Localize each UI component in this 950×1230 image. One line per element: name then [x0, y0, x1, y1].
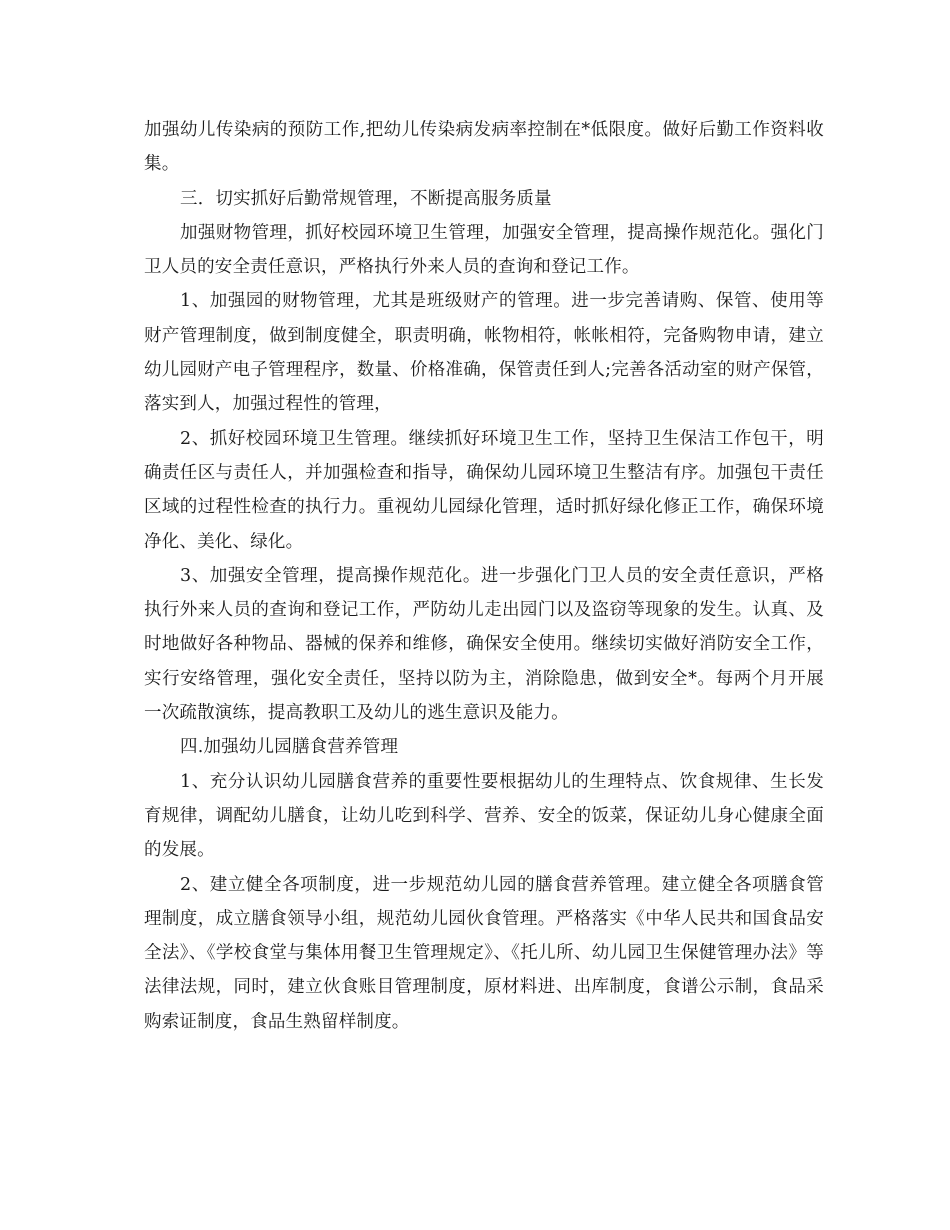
paragraph-diet-2: 2、建立健全各项制度，进一步规范幼儿园的膳食营养管理。建立健全各项膳食管理制度，成立膳食领导小组，规范幼儿园伙食管理。严格落实《中华人民共和国食品安全法》、《学校食堂与集体用餐卫生管理规定》、《托儿所、幼儿园卫生保健管理办法》等法律法规，同时，建立伙食账目管理制度，原材料进、出库制度，食谱公示制，食品采购索证制度，食品生熟留样制度。 — [144, 874, 824, 1032]
section-heading-4: 四.加强幼儿园膳食营养管理 — [180, 737, 399, 758]
paragraph-item-2: 2、抓好校园环境卫生管理。继续抓好环境卫生工作，坚持卫生保洁工作包干，明确责任区与责任人，并加强检查和指导，确保幼儿园环境卫生整洁有序。加强包干责任区域的过程性检查的执行力。重视幼儿园绿化管理，适时抓好绿化修正工作，确保环境净化、美化、绿化。 — [144, 428, 824, 552]
paragraph-item-1: 1、加强园的财物管理，尤其是班级财产的管理。进一步完善请购、保管、使用等财产管理制度，做到制度健全，职责明确，帐物相符，帐帐相符，完备购物申请，建立幼儿园财产电子管理程序，数量、价格准确，保管责任到人;完善各活动室的财产保管，落实到人，加强过程性的管理， — [144, 291, 824, 415]
section-heading-3: 三．切实抓好后勤常规管理，不断提高服务质量 — [180, 188, 552, 209]
paragraph-continuation: 加强幼儿传染病的预防工作,把幼儿传染病发病率控制在*低限度。做好后勤工作资料收集。 — [144, 120, 824, 175]
document-page — [144, 113, 824, 1039]
paragraph-item-3: 3、加强安全管理，提高操作规范化。进一步强化门卫人员的安全责任意识，严格执行外来人员的查询和登记工作，严防幼儿走出园门以及盗窃等现象的发生。认真、及时地做好各种物品、器械的保养和维修，确保安全使用。继续切实做好消防安全工作，实行安络管理，强化安全责任，坚持以防为主，消除隐患，做到安全*。每两个月开展一次疏散演练，提高教职工及幼儿的逃生意识及能力。 — [144, 565, 824, 724]
paragraph-diet-1: 1、充分认识幼儿园膳食营养的重要性要根据幼儿的生理特点、饮食规律、生长发育规律，调配幼儿膳食，让幼儿吃到科学、营养、安全的饭菜，保证幼儿身心健康全面的发展。 — [144, 771, 824, 861]
paragraph-intro: 加强财物管理，抓好校园环境卫生管理，加强安全管理，提高操作规范化。强化门卫人员的安全责任意识，严格执行外来人员的查询和登记工作。 — [144, 222, 824, 278]
